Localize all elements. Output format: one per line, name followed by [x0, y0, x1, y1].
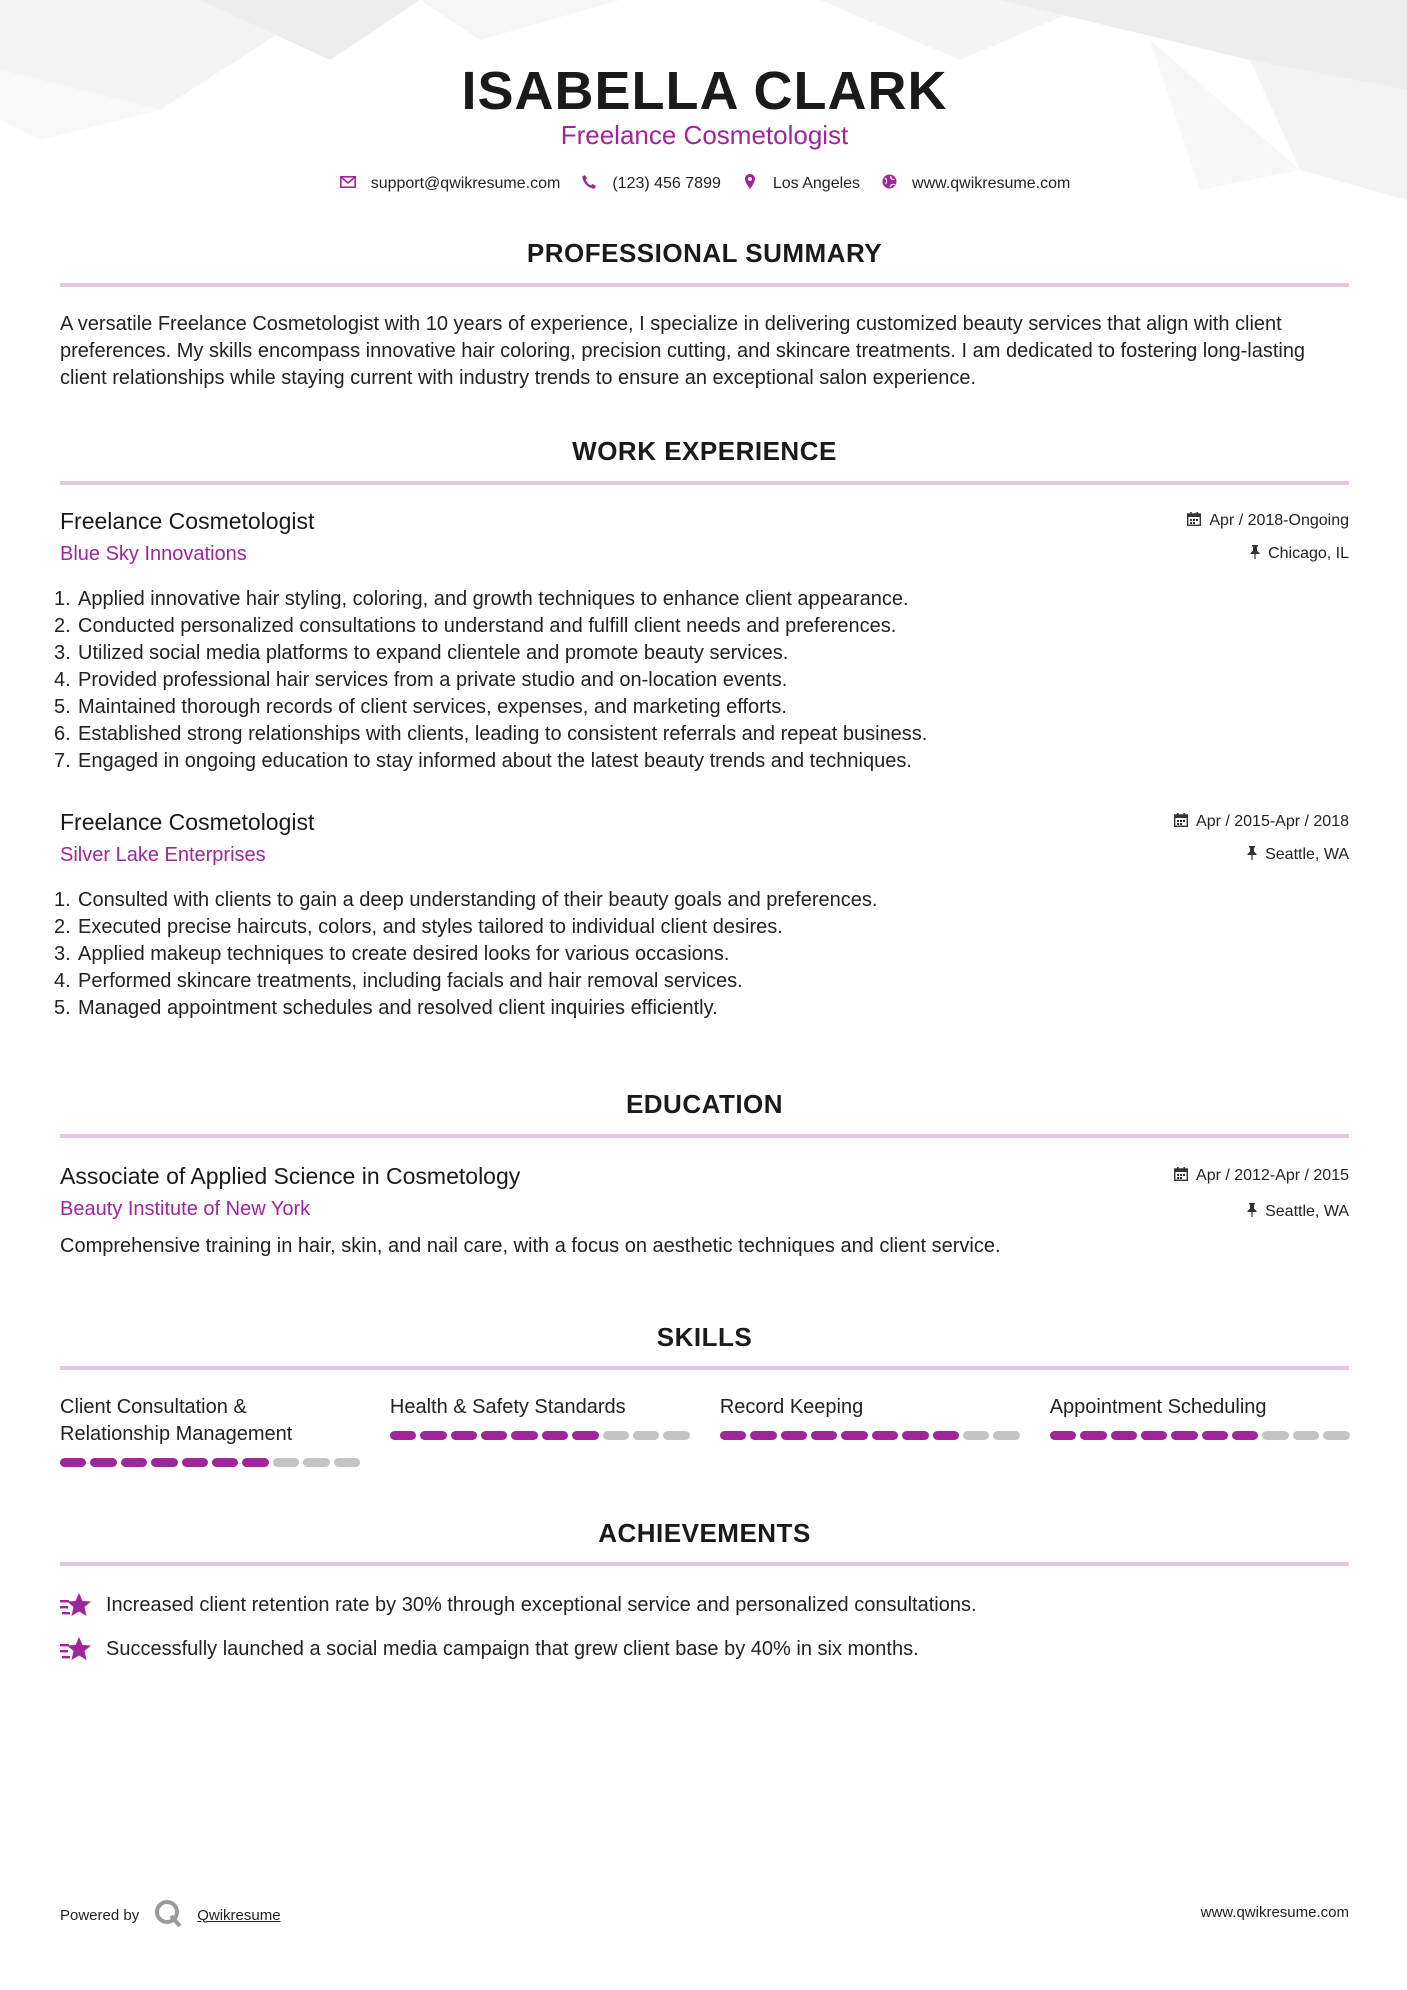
candidate-role: Freelance Cosmetologist	[560, 120, 849, 150]
star-icon	[60, 1591, 92, 1619]
education-description: Comprehensive training in hair, skin, and nail care, with a focus on aesthetic techniques and client service.	[60, 1235, 1001, 1257]
skill-item	[390, 1394, 690, 1467]
skill-segment	[572, 1431, 598, 1440]
skill-segment	[90, 1458, 116, 1467]
list-item: 4. Performed skincare treatments, including facials and hair removal services.	[54, 970, 743, 992]
skill-segment	[1323, 1431, 1349, 1440]
calendar-icon	[1174, 1167, 1188, 1185]
job-duties	[54, 586, 1349, 775]
skills-grid	[60, 1394, 1349, 1467]
map-pin-icon	[741, 174, 759, 194]
skill-segment	[1050, 1431, 1076, 1440]
job-location	[1250, 545, 1349, 563]
achievements-divider	[60, 1562, 1349, 1566]
skill-item	[1050, 1394, 1350, 1467]
education-location	[1247, 1203, 1349, 1221]
skill-segment	[273, 1458, 299, 1467]
phone-icon	[580, 175, 598, 194]
contact-phone[interactable]	[580, 175, 721, 194]
skill-item	[60, 1394, 360, 1467]
skill-segment	[151, 1458, 177, 1467]
job-dates	[1174, 813, 1349, 831]
skill-segment	[633, 1431, 659, 1440]
skill-segment	[303, 1458, 329, 1467]
list-item: 7. Engaged in ongoing education to stay informed about the latest beauty trends and techniques.	[54, 750, 912, 772]
contact-email[interactable]	[339, 175, 561, 193]
pushpin-icon	[1250, 545, 1260, 563]
achievement-text: Increased client retention rate by 30% through exceptional service and personalized consultations.	[106, 1593, 977, 1616]
education-divider	[60, 1134, 1349, 1138]
list-item: 2. Executed precise haircuts, colors, and styles tailored to individual client desires.	[54, 916, 783, 938]
skill-segment	[1262, 1431, 1288, 1440]
email-text: support@qwikresume.com	[370, 175, 561, 192]
skill-segment	[1232, 1431, 1258, 1440]
skill-segment	[1293, 1431, 1319, 1440]
skill-segment	[720, 1431, 746, 1440]
list-item: 2. Conducted personalized consultations to understand and fulfill client needs and preferences.	[54, 615, 897, 637]
skill-segment	[60, 1458, 86, 1467]
achievement-text: Successfully launched a social media campaign that grew client base by 40% in six months.	[106, 1637, 919, 1660]
skills-heading: SKILLS	[656, 1322, 753, 1352]
skill-segment	[182, 1458, 208, 1467]
skill-segment	[963, 1431, 989, 1440]
skill-segment	[1080, 1431, 1106, 1440]
job-dates-text: Apr / 2015-Apr / 2018	[1196, 813, 1349, 830]
skill-segment	[781, 1431, 807, 1440]
skill-name: Appointment Scheduling	[1049, 1396, 1267, 1418]
skill-rating-bar	[60, 1458, 360, 1467]
list-item: 3. Utilized social media platforms to expand clientele and promote beauty services.	[54, 642, 789, 664]
education-dates	[1174, 1167, 1349, 1185]
calendar-icon	[1187, 512, 1201, 530]
achievement-item	[60, 1635, 1349, 1663]
skill-segment	[841, 1431, 867, 1440]
summary-text: A versatile Freelance Cosmetologist with 10 years of experience, I specialize in delivering customized beauty services that align with client preferences. My skills encompass innovative hair coloring, precision cutting, and skincare treatments. I am dedicated to fostering long-lasting client relationships while staying current with industry trends to ensure an exceptional salon experience.	[60, 313, 1306, 389]
list-item: 6. Established strong relationships with clients, leading to consistent referrals and repeat business.	[54, 723, 928, 745]
powered-by	[60, 1898, 281, 1932]
pushpin-icon	[1247, 846, 1257, 864]
list-item: 1. Applied innovative hair styling, coloring, and growth techniques to enhance client appearance.	[54, 588, 909, 610]
education-dates-text: Apr / 2012-Apr / 2015	[1196, 1167, 1349, 1184]
skill-segment	[334, 1458, 360, 1467]
skill-name: Health & Safety Standards	[389, 1396, 626, 1418]
skill-segment	[750, 1431, 776, 1440]
skill-name: Record Keeping	[719, 1396, 864, 1418]
list-item: 3. Applied makeup techniques to create desired looks for various occasions.	[54, 943, 730, 965]
contact-website[interactable]	[880, 174, 1070, 194]
job-location-text: Seattle, WA	[1265, 846, 1349, 863]
calendar-icon	[1174, 813, 1188, 831]
skill-segment	[542, 1431, 568, 1440]
job-company: Blue Sky Innovations	[60, 543, 247, 565]
skill-segment	[902, 1431, 928, 1440]
globe-icon	[880, 174, 898, 194]
skill-segment	[420, 1431, 446, 1440]
envelope-icon	[339, 175, 357, 193]
skill-rating-bar	[1050, 1431, 1350, 1440]
job-title: Freelance Cosmetologist	[60, 809, 315, 835]
job-location	[1247, 846, 1349, 864]
skill-segment	[121, 1458, 147, 1467]
achievements-heading: ACHIEVEMENTS	[598, 1518, 811, 1548]
job-location-text: Chicago, IL	[1268, 545, 1349, 562]
qwikresume-link[interactable]: Qwikresume	[197, 1906, 281, 1924]
summary-divider	[60, 283, 1349, 287]
list-item: 5. Maintained thorough records of client services, expenses, and marketing efforts.	[54, 696, 787, 718]
contact-location	[741, 174, 860, 194]
list-item: 4. Provided professional hair services from a private studio and on-location events.	[54, 669, 788, 691]
footer-website[interactable]: www.qwikresume.com	[1200, 1904, 1349, 1921]
summary-heading: PROFESSIONAL SUMMARY	[526, 238, 883, 268]
skill-segment	[933, 1431, 959, 1440]
skill-segment	[1202, 1431, 1228, 1440]
job-company: Silver Lake Enterprises	[60, 844, 266, 866]
star-icon	[60, 1635, 92, 1663]
skill-rating-bar	[720, 1431, 1020, 1440]
education-heading: EDUCATION	[625, 1089, 784, 1119]
education-location-text: Seattle, WA	[1265, 1203, 1349, 1220]
powered-by-label: Powered by	[60, 1906, 140, 1924]
candidate-name: ISABELLA CLARK	[461, 61, 948, 121]
degree-title: Associate of Applied Science in Cosmetology	[60, 1163, 521, 1189]
achievement-item	[60, 1591, 1349, 1619]
school-name: Beauty Institute of New York	[60, 1198, 311, 1220]
contact-bar	[60, 174, 1349, 194]
skill-segment	[663, 1431, 689, 1440]
job-duties	[54, 887, 1349, 1022]
job-title: Freelance Cosmetologist	[60, 508, 315, 534]
skill-segment	[872, 1431, 898, 1440]
experience-divider	[60, 481, 1349, 485]
skill-segment	[451, 1431, 477, 1440]
skill-segment	[1111, 1431, 1137, 1440]
experience-heading: WORK EXPERIENCE	[572, 436, 837, 466]
skill-segment	[390, 1431, 416, 1440]
skill-segment	[993, 1431, 1019, 1440]
job-dates	[1187, 512, 1349, 530]
job-dates-text: Apr / 2018-Ongoing	[1209, 512, 1349, 529]
skill-segment	[811, 1431, 837, 1440]
skill-segment	[212, 1458, 238, 1467]
list-item: 5. Managed appointment schedules and resolved client inquiries efficiently.	[54, 997, 718, 1019]
website-text: www.qwikresume.com	[912, 175, 1071, 192]
skills-divider	[60, 1366, 1349, 1370]
skill-name: Client Consultation & Relationship Management	[60, 1396, 293, 1445]
location-text: Los Angeles	[772, 175, 861, 192]
skill-segment	[481, 1431, 507, 1440]
list-item: 1. Consulted with clients to gain a deep understanding of their beauty goals and preferences.	[54, 889, 878, 911]
qwikresume-logo-icon	[153, 1898, 183, 1932]
skill-segment	[1171, 1431, 1197, 1440]
skill-segment	[603, 1431, 629, 1440]
skill-segment	[511, 1431, 537, 1440]
skill-item	[720, 1394, 1020, 1467]
phone-text: (123) 456 7899	[612, 175, 721, 192]
skill-segment	[1141, 1431, 1167, 1440]
pushpin-icon	[1247, 1203, 1257, 1221]
skill-rating-bar	[390, 1431, 690, 1440]
skill-segment	[242, 1458, 268, 1467]
